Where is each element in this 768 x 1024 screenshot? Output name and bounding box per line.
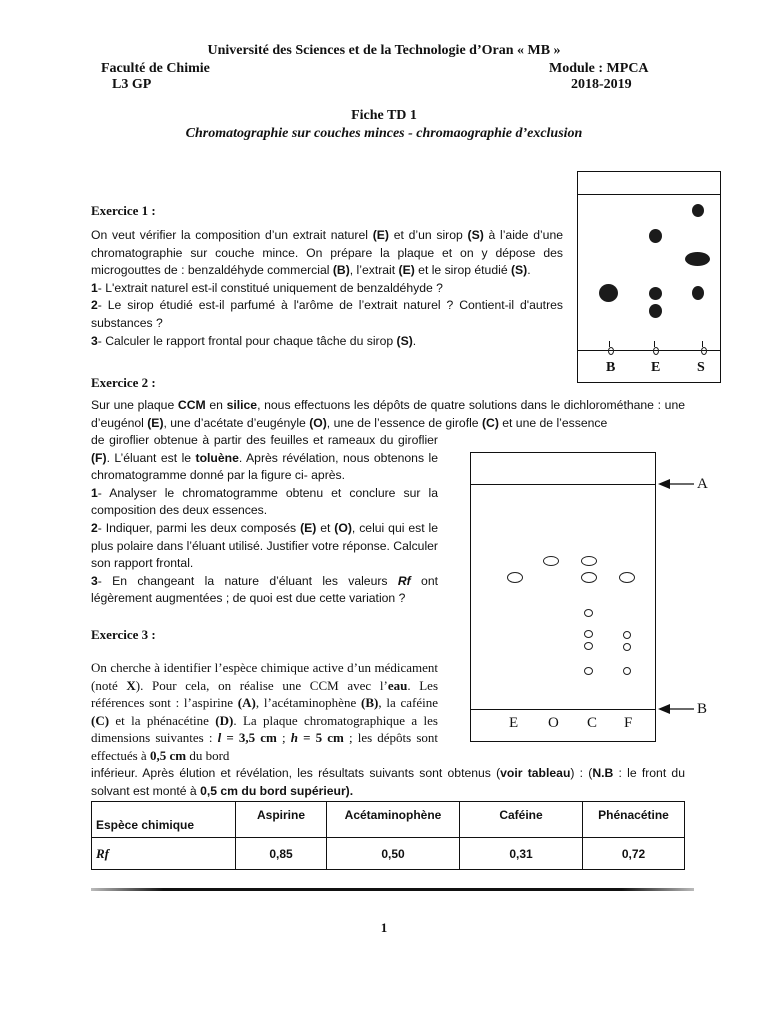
sheet-subtitle: Chromatographie sur couches minces - chromaographie d’exclusion bbox=[185, 126, 583, 141]
sheet-title: Fiche TD 1 bbox=[351, 108, 417, 123]
exercise-1-text bbox=[91, 227, 563, 350]
solvent-front-line-a bbox=[471, 484, 655, 485]
module-label: Module : MPCA bbox=[549, 61, 649, 76]
exercise-3-note: inférieur. Après élution et révélation, les résultats suivants sont obtenus (voir tableau) : (N.B : le front du solvant est monté à 0,5 cm du bord supérieur). bbox=[91, 766, 685, 798]
exercise-2-intro: Sur une plaque CCM en silice, nous effectuons les dépôts de quatre solutions dans le dichlorométhane : une d’eugénol (E), une d’acétate d’eugényle (O), une de l’essence de girofle (C) et une de l’essence bbox=[91, 398, 685, 430]
spot-c-6 bbox=[584, 667, 593, 675]
baseline-line bbox=[578, 350, 720, 351]
exercise-2-text bbox=[91, 432, 438, 608]
spot-s-1 bbox=[692, 204, 704, 217]
lane-label-b: B bbox=[606, 360, 616, 375]
spot-c-2 bbox=[581, 572, 597, 583]
lane-label-c: C bbox=[587, 715, 598, 731]
spot-c-3 bbox=[584, 609, 593, 617]
lane-label-o: O bbox=[548, 715, 559, 731]
exercise-1-title: Exercice 1 : bbox=[91, 203, 156, 218]
faculty-name: Faculté de Chimie bbox=[101, 61, 210, 76]
lane-label-f: F bbox=[624, 715, 633, 731]
exercise-2-title: Exercice 2 : bbox=[91, 375, 156, 390]
exercise-2-question-1: 1- Analyser le chromatogramme obtenu et conclure sur la composition des deux essences. bbox=[91, 485, 438, 518]
rf-table-header-phenacetine: Phénacétine bbox=[583, 802, 685, 838]
spot-f-3 bbox=[623, 643, 631, 651]
exercise-3-title: Exercice 3 : bbox=[91, 627, 156, 642]
deposit-mark-e bbox=[653, 347, 659, 355]
spot-e-2 bbox=[649, 287, 662, 300]
arrow-b-head bbox=[658, 704, 670, 714]
rf-table-header-aspirine: Aspirine bbox=[236, 802, 327, 838]
figure-arrows bbox=[656, 472, 716, 722]
label-a: A bbox=[697, 476, 708, 492]
solvent-front-line bbox=[578, 194, 720, 195]
rf-table bbox=[91, 801, 685, 870]
tlc-plate-1 bbox=[577, 171, 721, 383]
exercise-2-question-2: 2- Indiquer, parmi les deux composés (E) et (O), celui qui est le plus polaire dans l’éluant utilisé. Justifier votre réponse. Calculer son rapport frontal. bbox=[91, 520, 438, 571]
academic-year: 2018-2019 bbox=[571, 77, 632, 92]
arrow-a-head bbox=[658, 479, 670, 489]
spot-f-1 bbox=[619, 572, 635, 583]
spot-b-1 bbox=[599, 284, 618, 302]
exercise-2-question-3: 3- En changeant la nature d’éluant les valeurs Rf ont légèrement augmentées ; de quoi est due cette variation ? bbox=[91, 573, 438, 606]
exercise-3-paragraph: On cherche à identifier l’espèce chimique active d’un médicament (noté X). Pour cela, on réalise une CCM avec l’eau. Les références sont : l’aspirine (A), l’acétaminophène (B), la caféine (C) et la phénacétine (D). La plaque chromatographique a les dimensions suivantes : l = 3,5 cm ; h = 5 cm ; les dépôts sont effectués à 0,5 cm du bord bbox=[91, 660, 439, 763]
exercise-1-question-2: 2- Le sirop étudié est-il parfumé à l'arôme de l’extrait naturel ? Contient-il d'autres substances ? bbox=[91, 298, 563, 330]
spot-o-1 bbox=[543, 556, 559, 566]
spot-f-4 bbox=[623, 667, 631, 675]
deposit-mark-s bbox=[701, 347, 707, 355]
label-b: B bbox=[697, 701, 708, 717]
tlc-plate-2 bbox=[470, 452, 656, 742]
page-number: 1 bbox=[380, 920, 388, 935]
tick-e bbox=[654, 341, 655, 347]
tick-b bbox=[609, 341, 610, 347]
exercise-2-paragraph: de giroflier obtenue à partir des feuilles et rameaux du giroflier (F). L’éluant est le toluène. Après révélation, nous obtenons le chromatogramme donné par la figure ci- après. bbox=[91, 433, 438, 483]
spot-c-5 bbox=[584, 642, 593, 650]
spot-c-4 bbox=[584, 630, 593, 638]
deposit-mark-b bbox=[608, 347, 614, 355]
tick-s bbox=[702, 341, 703, 347]
footer-rule bbox=[91, 888, 694, 891]
baseline-line-b bbox=[471, 709, 655, 710]
rf-value-phenacetine: 0,72 bbox=[583, 838, 685, 870]
rf-value-acetaminophene: 0,50 bbox=[327, 838, 460, 870]
exercise-1-intro: On veut vérifier la composition d’un extrait naturel (E) et d’un sirop (S) à l’aide d’une chromatographie sur couche mince. On prépare la plaque et on y dépose des microgouttes de : benzaldéhyde commercial (B), l’extrait (E) et le sirop étudié (S). bbox=[91, 228, 564, 278]
spot-s-2 bbox=[685, 252, 710, 266]
rf-table-header-species: Espèce chimique bbox=[92, 802, 236, 838]
lane-label-s: S bbox=[697, 360, 705, 375]
exercise-1-question-3: 3- Calculer le rapport frontal pour chaque tâche du sirop (S). bbox=[91, 333, 417, 348]
lane-label-e: E bbox=[651, 360, 661, 375]
rf-value-cafeine: 0,31 bbox=[460, 838, 583, 870]
lane-label-e: E bbox=[509, 715, 519, 731]
rf-table-value-row bbox=[92, 838, 685, 870]
university-name: Université des Sciences et de la Technologie d’Oran « MB » bbox=[207, 43, 561, 58]
rf-table-header-cafeine: Caféine bbox=[460, 802, 583, 838]
spot-e-1 bbox=[649, 229, 662, 243]
spot-e-3 bbox=[649, 304, 662, 318]
rf-value-aspirine: 0,85 bbox=[236, 838, 327, 870]
spot-s-3 bbox=[692, 286, 704, 300]
exercise-1-question-1: 1- L'extrait naturel est-il constitué uniquement de benzaldéhyde ? bbox=[91, 280, 443, 295]
rf-table-header-acetaminophene: Acétaminophène bbox=[327, 802, 460, 838]
level-label: L3 GP bbox=[112, 77, 152, 92]
spot-c-1 bbox=[581, 556, 597, 566]
rf-table-header-row bbox=[92, 802, 685, 838]
rf-table-row-label: Rf bbox=[92, 838, 236, 870]
spot-f-2 bbox=[623, 631, 631, 639]
spot-e-1 bbox=[507, 572, 523, 583]
